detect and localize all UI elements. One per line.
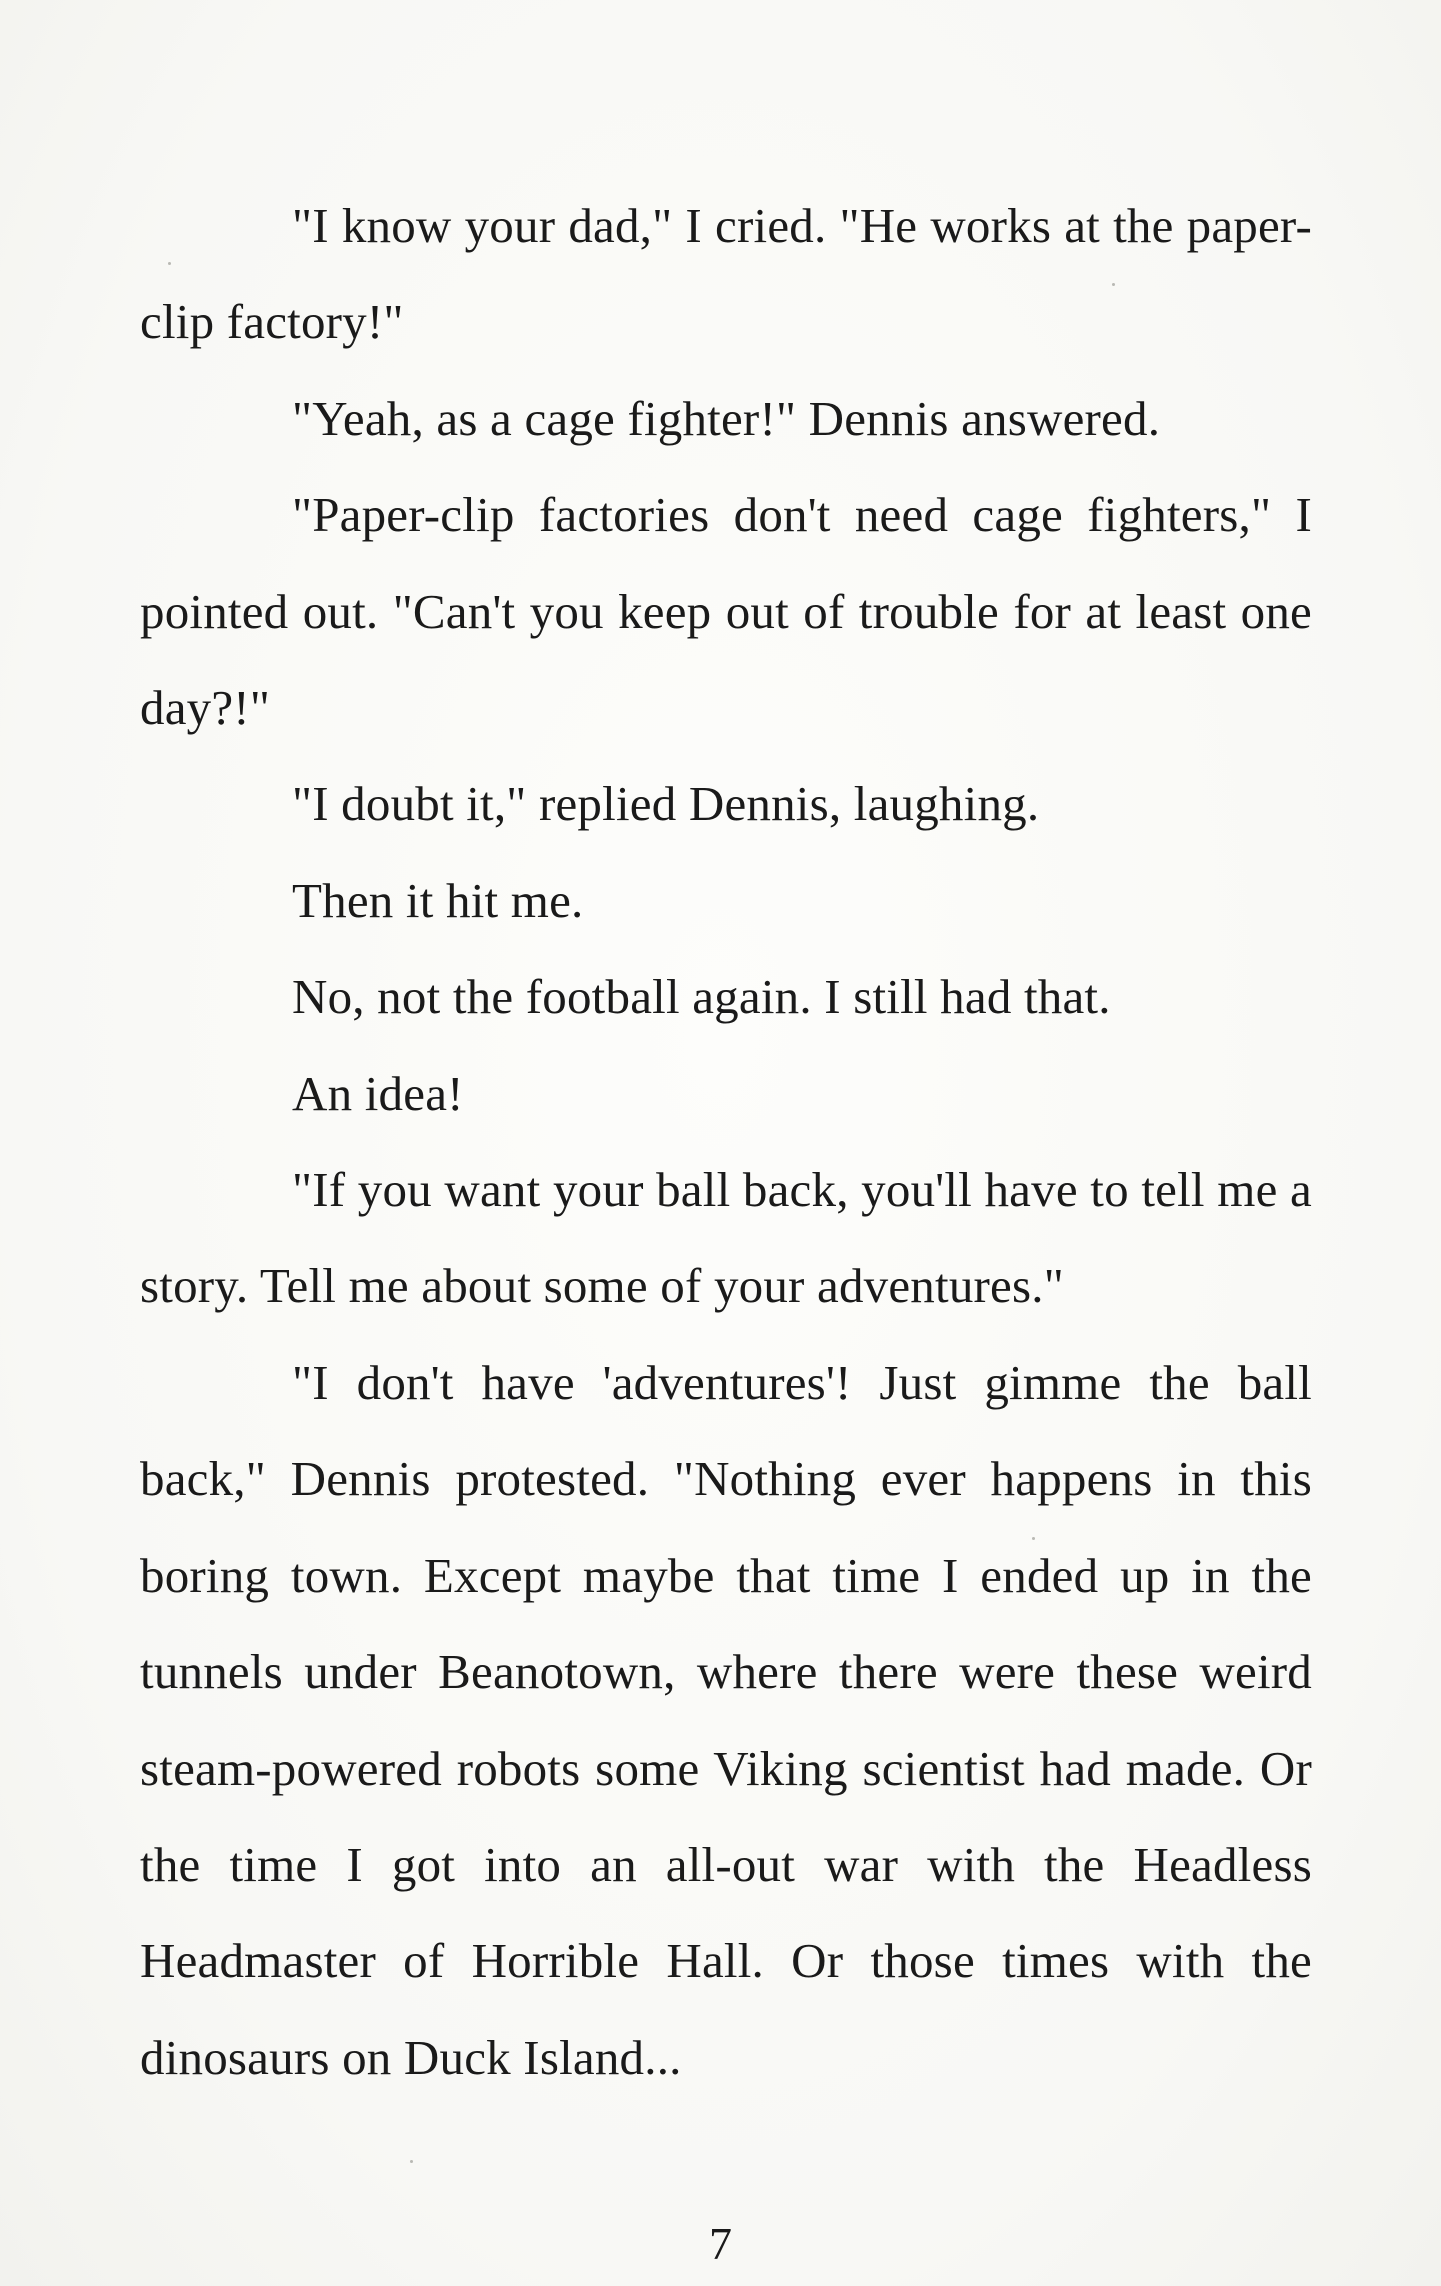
body-text: [140, 178, 1312, 2106]
paragraph-1: "I know your dad," I cried. "He works at the paper-clip factory!": [140, 198, 1312, 350]
paper-speck: [1032, 1537, 1035, 1540]
paragraph-6: No, not the football again. I still had that.: [292, 969, 1111, 1025]
paragraph-7: An idea!: [292, 1065, 464, 1121]
paragraph-2: "Yeah, as a cage fighter!" Dennis answered.: [292, 390, 1161, 446]
paragraph-9: "I don't have 'adventures'! Just gimme the ball back," Dennis protested. "Nothing ever happens in this boring town. Except maybe that time I ended up in the tunnels under Beanotown, where there were these weird steam-powered robots some Viking scientist had made. Or the time I got into an all-out war with the Headless Headmaster of Horrible Hall. Or those times with the dinosaurs on Duck Island...: [140, 1354, 1312, 2085]
paragraph-5: Then it hit me.: [292, 872, 584, 928]
paragraph-8: "If you want your ball back, you'll have to tell me a story. Tell me about some of your adventures.": [140, 1162, 1312, 1314]
paragraph-3: "Paper-clip factories don't need cage fighters," I pointed out. "Can't you keep out of trouble for at least one day?!": [140, 487, 1312, 736]
paper-speck: [410, 2160, 413, 2163]
paragraph-4: "I doubt it," replied Dennis, laughing.: [292, 776, 1040, 832]
paper-speck: [1112, 283, 1115, 286]
paper-speck: [168, 262, 171, 265]
page-number: 7: [709, 2218, 732, 2269]
